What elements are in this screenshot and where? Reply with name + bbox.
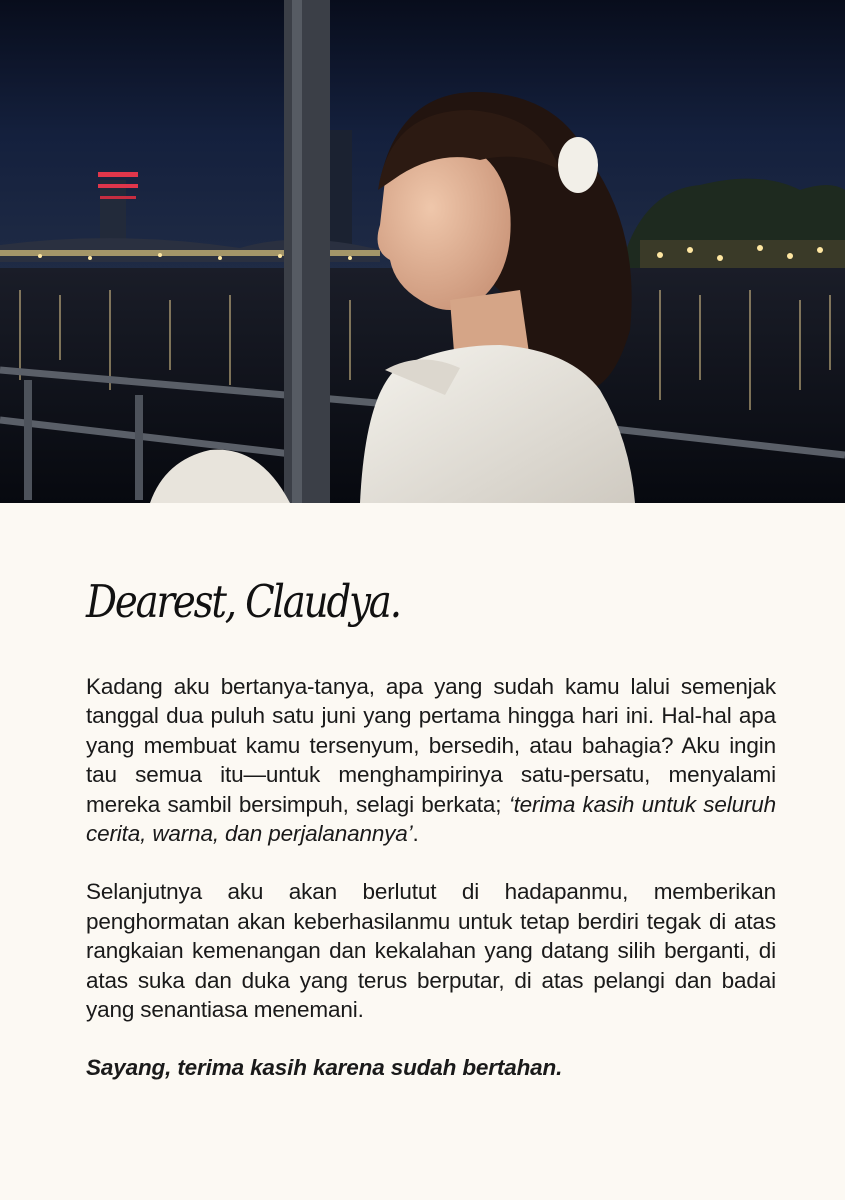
portrait-photo xyxy=(0,0,845,503)
letter-paragraph-2: Selanjutnya aku akan berlutut di hadapanmu, memberikan penghormatan akan keberhasilanmu untuk tetap berdiri tegak di atas rangkaian kemenangan dan kekalahan yang datang silih berganti, di atas suka dan duka yang terus berputar, di atas pelangi dan badai yang senantiasa menemani. xyxy=(86,879,776,1023)
letter-closing: Sayang, terima kasih karena sudah bertahan. xyxy=(86,1055,563,1081)
paragraph-1-quote: ‘terima kasih untuk seluruh cerita, warna, dan perjalanannya’ xyxy=(86,791,776,847)
letter-body xyxy=(86,572,776,1083)
letter-greeting: Dearest, Claudya. xyxy=(86,575,400,628)
paragraph-1-end: . xyxy=(412,821,419,847)
night-river-photo-illustration xyxy=(0,0,845,503)
paragraph-1-text: Kadang aku bertanya-tanya, apa yang sudah kamu lalui semenjak tanggal dua puluh satu juni yang pertama hingga hari ini. Hal-hal apa yang membuat kamu tersenyum, bersedih, atau bahagia? Aku ingin tau semua itu—untuk menghampirinya satu-persatu, menyalami mereka sambil bersimpuh, selagi berkata; xyxy=(86,674,776,817)
letter-paragraph-1 xyxy=(86,672,776,848)
